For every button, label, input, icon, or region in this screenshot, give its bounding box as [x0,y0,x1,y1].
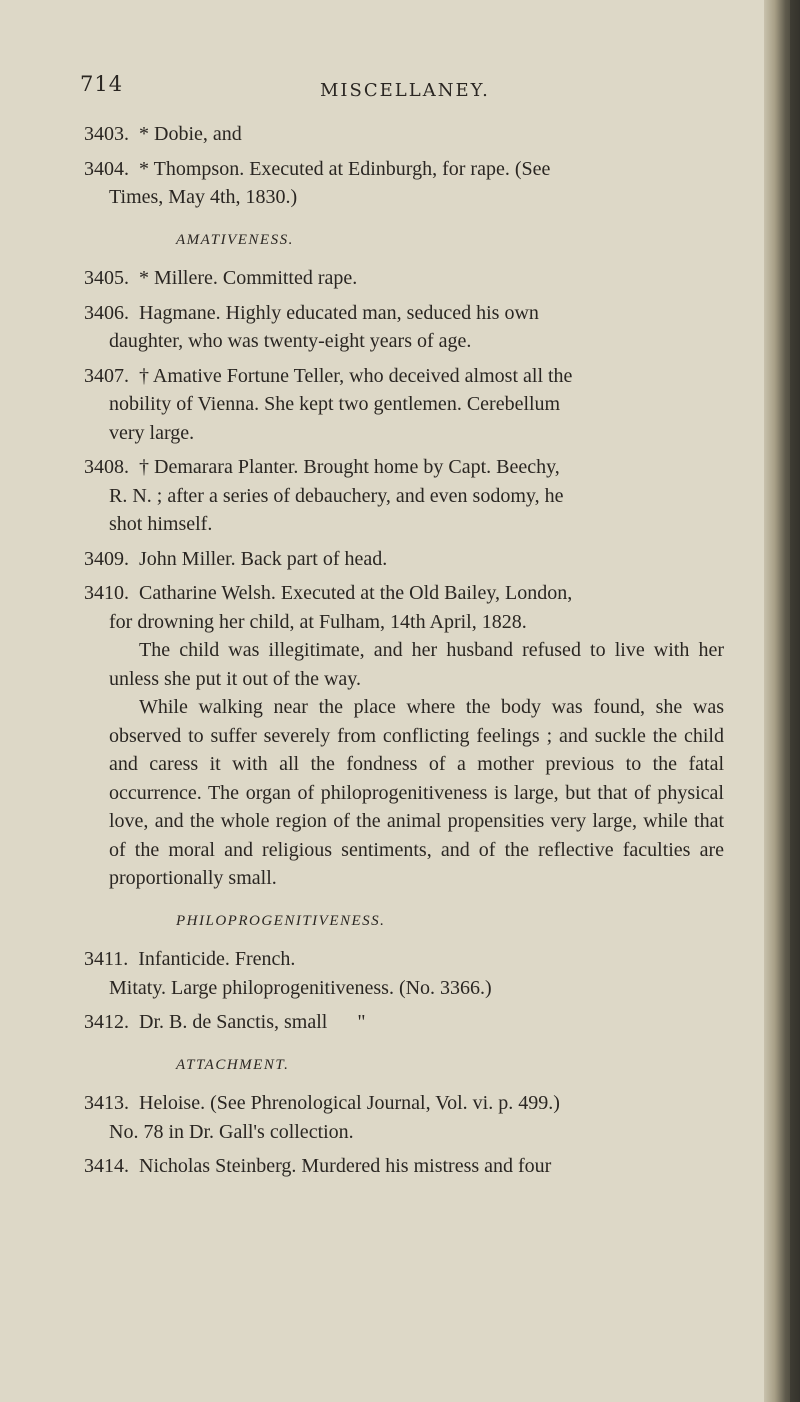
entry-text: Infanticide. French. [138,948,296,970]
entry-3413 [84,1089,724,1146]
paragraph: The child was illegitimate, and her husband refused to live with her unless she put it out of the way. [109,639,724,690]
entry-number: 3412. [84,1011,129,1033]
entry-text: John Miller. Back part of head. [139,547,388,570]
entry-text: Times, May 4th, 1830.) [109,186,298,208]
entry-text: Dr. B. de Sanctis, small " [139,1011,366,1033]
entry-text: daughter, who was twenty-eight years of age. [109,330,472,352]
page-header [80,72,730,112]
entry-text: * Dobie, and [139,123,242,145]
entry-text: Mitaty. Large philoprogenitiveness. (No. 3366.) [109,976,492,999]
entry-text: R. N. ; after a series of debauchery, and even sodomy, he [109,484,564,507]
edge-shadow [790,0,800,1402]
entry-number: 3414. [84,1155,129,1177]
entry-3411 [84,945,724,1002]
entry-text: Nicholas Steinberg. Murdered his mistress and four [139,1155,552,1177]
entry-text: Heloise. (See Phrenological Journal, Vol. vi. p. 499.) [139,1092,560,1114]
entry-text: Catharine Welsh. Executed at the Old Bailey, London, [139,582,573,604]
paragraph: While walking near the place where the body was found, she was observed to suffer severely from conflicting feelings ; and suckle the child and caress it with all the fondness of a mother previous to the fatal occurrence. The organ of philoprogenitiveness is large, but that of physical love, and the whole region of the animal propensities very large, while that of the moral and religious sentiments, and of the reflective faculties are proportionally small. [109,696,724,889]
entry-number: 3404. [84,157,129,180]
entry-number: 3405. [84,267,129,289]
entry-text: † Demarara Planter. Brought home by Capt. Beechy, [139,456,560,478]
entry-3412 [84,1008,724,1037]
entry-text: † Amative Fortune Teller, who deceived almost all the [139,364,573,387]
entry-number: 3406. [84,301,129,324]
entry-3408 [84,453,724,539]
entry-3407 [84,362,724,448]
entry-3405 [84,264,724,293]
entry-text: for drowning her child, at Fulham, 14th April, 1828. [109,610,527,633]
entry-number: 3410. [84,582,129,604]
entry-number: 3413. [84,1092,129,1114]
section-heading-philoprogenitiveness: PHILOPROGENITIVENESS. [176,912,386,929]
entry-text: shot himself. [109,513,213,535]
entry-number: 3407. [84,364,129,387]
entry-text: Hagmane. Highly educated man, seduced his own [139,301,539,324]
entry-number: 3411. [84,948,129,970]
entry-number: 3403. [84,123,129,145]
entry-3406 [84,299,724,356]
page-number: 714 [80,72,124,96]
book-fore-edge [764,0,800,1402]
entry-text: No. 78 in Dr. Gall's collection. [109,1120,354,1143]
entry-3409 [84,545,724,574]
entry-text: nobility of Vienna. She kept two gentlemen. Cerebellum [109,393,561,415]
section-heading-amativeness: AMATIVENESS. [176,231,294,248]
page-body [84,120,724,1187]
entry-3403 [84,120,724,149]
entry-number: 3409. [84,547,129,570]
entry-number: 3408. [84,456,129,478]
entry-text: very large. [109,421,195,444]
section-heading-attachment: ATTACHMENT. [176,1056,290,1073]
entry-text: * Thompson. Executed at Edinburgh, for rape. (See [139,157,551,180]
running-title: MISCELLANEY. [320,80,490,101]
entry-3410 [84,579,724,893]
entry-text: * Millere. Committed rape. [139,267,358,289]
entry-3404 [84,155,724,212]
entry-3414 [84,1152,724,1181]
